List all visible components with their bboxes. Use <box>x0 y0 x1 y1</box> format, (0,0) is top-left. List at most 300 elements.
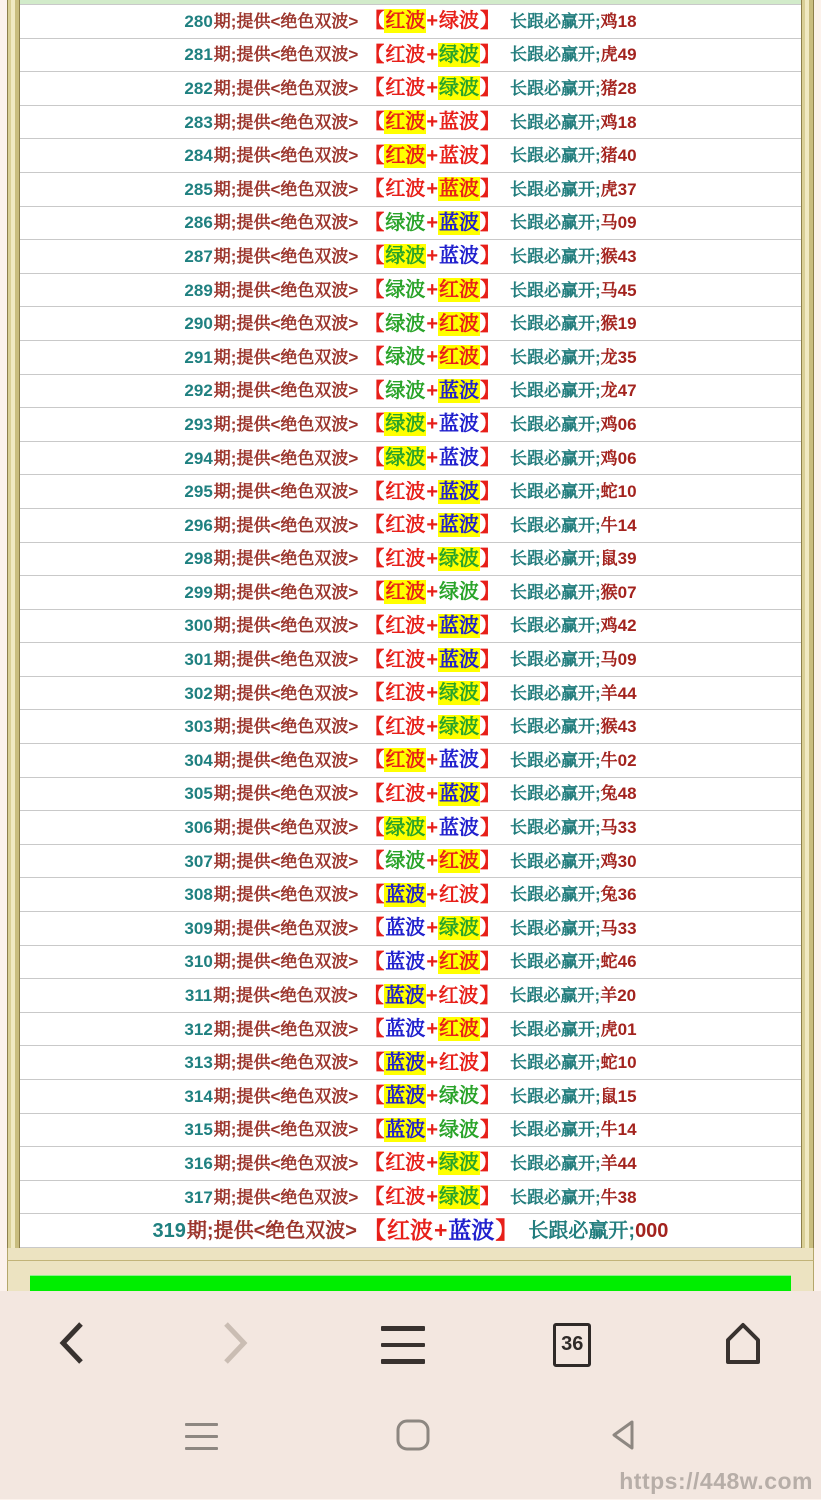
wave-pick: 红波 <box>439 950 479 973</box>
wave-pick: 蓝波 <box>439 648 479 671</box>
result-value: 虎49 <box>600 45 637 65</box>
bracket-open: 【 <box>364 1186 385 1209</box>
bracket-open: 【 <box>364 682 385 705</box>
wave-pick: 蓝波 <box>385 1051 426 1074</box>
provide-text: 期;提供<绝色双波> <box>213 1153 359 1173</box>
bracket-close: 】 <box>480 1186 500 1209</box>
plus-sign: + <box>426 1051 438 1074</box>
bracket-open: 【 <box>364 379 385 402</box>
table-row <box>20 710 801 744</box>
result-value: 000 <box>635 1219 669 1242</box>
table-row <box>20 912 801 946</box>
provide-text: 期;提供<绝色双波> <box>213 851 359 871</box>
provide-text: 期;提供<绝色双波> <box>213 784 359 804</box>
period-number: 314 <box>184 1086 213 1106</box>
plus-sign: + <box>426 782 438 805</box>
wave-pick: 蓝波 <box>439 749 479 772</box>
period-number: 289 <box>184 280 213 300</box>
period-number: 310 <box>184 952 213 972</box>
bracket-close: 】 <box>480 514 500 537</box>
bracket-open: 【 <box>364 1152 385 1175</box>
period-number: 313 <box>184 1053 213 1073</box>
android-back-button[interactable] <box>608 1418 636 1455</box>
result-value: 猴43 <box>600 246 637 266</box>
table-row <box>20 543 801 577</box>
bracket-close: 】 <box>480 111 500 134</box>
plus-sign: + <box>426 178 438 201</box>
result-value: 鸡42 <box>600 616 637 636</box>
plus-sign: + <box>426 413 438 436</box>
plus-sign: + <box>426 279 438 302</box>
period-number: 299 <box>184 582 213 602</box>
period-number: 302 <box>184 683 213 703</box>
wave-pick: 绿波 <box>439 682 479 705</box>
provide-text: 期;提供<绝色双波> <box>213 1086 359 1106</box>
plus-sign: + <box>426 1118 438 1141</box>
bracket-close: 】 <box>480 211 500 234</box>
period-number: 280 <box>184 11 213 31</box>
wave-pick: 蓝波 <box>439 782 479 805</box>
bracket-close: 】 <box>495 1217 519 1244</box>
provide-text: 期;提供<绝色双波> <box>213 582 359 602</box>
wave-pick: 红波 <box>438 984 479 1007</box>
win-text: 长跟必赢开; <box>510 750 601 770</box>
provide-text: 期;提供<绝色双波> <box>213 515 359 535</box>
win-text: 长跟必赢开; <box>510 45 601 65</box>
bracket-close: 】 <box>480 581 500 604</box>
period-number: 296 <box>184 515 213 535</box>
android-menu-button[interactable] <box>185 1423 218 1450</box>
wave-pick: 绿波 <box>385 211 426 234</box>
result-value: 羊44 <box>600 683 637 703</box>
result-value: 羊44 <box>600 1153 637 1173</box>
plus-sign: + <box>433 1217 448 1244</box>
period-number: 304 <box>184 750 213 770</box>
table-row <box>20 408 801 442</box>
result-value: 猴07 <box>600 582 637 602</box>
android-home-button[interactable] <box>396 1419 430 1454</box>
provide-text: 期;提供<绝色双波> <box>213 280 359 300</box>
menu-icon <box>381 1326 425 1364</box>
wave-pick: 蓝波 <box>439 447 479 470</box>
bracket-open: 【 <box>364 447 385 470</box>
wave-pick: 绿波 <box>439 581 479 604</box>
bracket-open: 【 <box>364 245 385 268</box>
plus-sign: + <box>426 648 438 671</box>
bracket-open: 【 <box>364 1018 385 1041</box>
period-number: 305 <box>184 784 213 804</box>
plus-sign: + <box>426 10 438 33</box>
bracket-close: 】 <box>480 950 500 973</box>
table-row <box>20 173 801 207</box>
bracket-open: 【 <box>364 648 385 671</box>
period-number: 312 <box>184 1019 213 1039</box>
provide-text: 期;提供<绝色双波> <box>213 750 359 770</box>
plus-sign: + <box>426 850 438 873</box>
bracket-close: 】 <box>480 614 500 637</box>
table-row <box>20 610 801 644</box>
provide-text: 期;提供<绝色双波> <box>213 918 359 938</box>
result-value: 鼠39 <box>600 549 637 569</box>
bracket-open: 【 <box>364 514 385 537</box>
menu-icon <box>185 1423 218 1450</box>
wave-pick: 红波 <box>385 682 426 705</box>
wave-pick: 绿波 <box>439 715 479 738</box>
table-row <box>20 845 801 879</box>
wave-pick: 蓝波 <box>384 984 425 1007</box>
result-value: 蛇46 <box>600 952 637 972</box>
bracket-close: 】 <box>480 1018 500 1041</box>
table-row <box>20 677 801 711</box>
provide-text: 期;提供<绝色双波> <box>213 717 359 737</box>
wave-pick: 蓝波 <box>439 514 479 537</box>
plus-sign: + <box>426 1186 438 1209</box>
win-text: 长跟必赢开; <box>510 314 601 334</box>
wave-pick: 蓝波 <box>439 816 479 839</box>
wave-pick: 蓝波 <box>439 379 479 402</box>
bracket-open: 【 <box>364 43 385 66</box>
plus-sign: + <box>426 715 438 738</box>
wave-pick: 绿波 <box>385 279 426 302</box>
wave-pick: 红波 <box>439 279 479 302</box>
provide-text: 期;提供<绝色双波> <box>213 347 359 367</box>
period-number: 282 <box>184 78 213 98</box>
provide-text: 期;提供<绝色双波> <box>213 213 359 233</box>
phone-bottom-area <box>0 1291 821 1499</box>
table-row <box>20 643 801 677</box>
plus-sign: + <box>426 581 438 604</box>
next-section-box <box>7 1261 814 1291</box>
wave-pick: 蓝波 <box>385 1018 426 1041</box>
wave-pick: 绿波 <box>385 413 426 436</box>
bracket-open: 【 <box>364 614 385 637</box>
provide-text: 期;提供<绝色双波> <box>213 381 359 401</box>
wave-pick: 红波 <box>385 581 426 604</box>
wave-pick: 蓝波 <box>448 1217 495 1244</box>
wave-pick: 红波 <box>385 480 426 503</box>
period-number: 298 <box>184 549 213 569</box>
plus-sign: + <box>426 447 438 470</box>
period-number: 295 <box>184 482 213 502</box>
wave-pick: 红波 <box>439 1051 479 1074</box>
wave-pick: 绿波 <box>439 77 479 100</box>
wave-pick: 绿波 <box>439 1118 479 1141</box>
plus-sign: + <box>426 1085 438 1108</box>
result-value: 蛇10 <box>600 482 637 502</box>
wave-pick: 红波 <box>439 1018 479 1041</box>
bracket-close: 】 <box>480 413 500 436</box>
win-text: 长跟必赢开; <box>510 1086 601 1106</box>
bracket-open: 【 <box>364 749 385 772</box>
bracket-close: 】 <box>480 1051 500 1074</box>
android-navigation-bar <box>0 1399 821 1475</box>
wave-pick: 红波 <box>385 144 426 167</box>
bracket-open: 【 <box>364 480 385 503</box>
win-text: 长跟必赢开; <box>510 582 601 602</box>
win-text: 长跟必赢开; <box>510 1019 601 1039</box>
wave-pick: 红波 <box>385 1152 426 1175</box>
browser-home-button[interactable] <box>720 1320 766 1369</box>
wave-pick: 蓝波 <box>385 950 426 973</box>
wave-pick: 蓝波 <box>439 178 479 201</box>
result-value: 猴19 <box>600 314 637 334</box>
win-text: 长跟必赢开; <box>510 1153 601 1173</box>
table-row <box>20 778 801 812</box>
table-row <box>20 576 801 610</box>
win-text: 长跟必赢开; <box>510 784 601 804</box>
period-number: 283 <box>184 112 213 132</box>
win-text: 长跟必赢开; <box>510 683 601 703</box>
bracket-open: 【 <box>364 346 385 369</box>
table-row <box>20 1013 801 1047</box>
bracket-close: 】 <box>480 883 500 906</box>
table-row <box>20 509 801 543</box>
provide-text: 期;提供<绝色双波> <box>213 549 359 569</box>
wave-pick: 绿波 <box>385 850 426 873</box>
bracket-open: 【 <box>364 111 385 134</box>
right-border-decoration <box>801 0 814 1248</box>
table-row <box>20 274 801 308</box>
wave-pick: 绿波 <box>385 447 426 470</box>
win-text: 长跟必赢开; <box>510 112 601 132</box>
bracket-close: 】 <box>480 682 500 705</box>
bracket-close: 】 <box>480 816 500 839</box>
wave-pick: 绿波 <box>385 245 426 268</box>
win-text: 长跟必赢开; <box>510 246 601 266</box>
bracket-close: 】 <box>480 648 500 671</box>
box-divider <box>7 1248 814 1261</box>
bracket-close: 】 <box>480 447 500 470</box>
bracket-open: 【 <box>364 917 385 940</box>
provide-text: 期;提供<绝色双波> <box>213 146 359 166</box>
win-text: 长跟必赢开; <box>510 918 601 938</box>
wave-pick: 红波 <box>385 614 426 637</box>
table-row <box>20 207 801 241</box>
prediction-table-box <box>7 0 814 1248</box>
provide-text: 期;提供<绝色双波> <box>213 246 359 266</box>
result-value: 马33 <box>600 918 637 938</box>
period-number: 293 <box>184 414 213 434</box>
plus-sign: + <box>426 111 438 134</box>
table-row <box>20 307 801 341</box>
wave-pick: 红波 <box>385 514 426 537</box>
wave-pick: 红波 <box>385 749 426 772</box>
win-text: 长跟必赢开; <box>510 11 601 31</box>
result-value: 羊20 <box>600 986 637 1006</box>
plus-sign: + <box>426 379 438 402</box>
wave-pick: 红波 <box>439 346 479 369</box>
home-icon <box>720 1320 766 1369</box>
period-number: 294 <box>184 448 213 468</box>
plus-sign: + <box>426 883 438 906</box>
bracket-open: 【 <box>364 1118 385 1141</box>
plus-sign: + <box>426 1152 438 1175</box>
wave-pick: 蓝波 <box>385 1085 426 1108</box>
plus-sign: + <box>426 547 438 570</box>
win-text: 长跟必赢开; <box>510 146 601 166</box>
period-number: 284 <box>184 146 213 166</box>
table-row <box>20 811 801 845</box>
result-value: 牛14 <box>600 1120 637 1140</box>
win-text: 长跟必赢开; <box>510 280 601 300</box>
table-row <box>20 1080 801 1114</box>
win-text: 长跟必赢开; <box>510 549 601 569</box>
win-text: 长跟必赢开; <box>528 1219 636 1242</box>
period-number: 306 <box>184 818 213 838</box>
result-value: 猪40 <box>600 146 637 166</box>
wave-pick: 绿波 <box>385 379 426 402</box>
bracket-close: 】 <box>480 178 500 201</box>
table-row <box>20 1147 801 1181</box>
win-text: 长跟必赢开; <box>510 213 601 233</box>
plus-sign: + <box>426 144 438 167</box>
bracket-close: 】 <box>480 77 500 100</box>
wave-pick: 红波 <box>385 547 426 570</box>
browser-forward-button[interactable] <box>218 1320 252 1369</box>
bracket-open: 【 <box>364 715 385 738</box>
bracket-close: 】 <box>480 312 500 335</box>
wave-pick: 红波 <box>385 178 426 201</box>
period-number: 301 <box>184 650 213 670</box>
win-text: 长跟必赢开; <box>510 1120 601 1140</box>
wave-pick: 红波 <box>385 782 426 805</box>
provide-text: 期;提供<绝色双波> <box>213 78 359 98</box>
bracket-open: 【 <box>364 950 385 973</box>
bracket-close: 】 <box>480 379 500 402</box>
result-value: 鸡18 <box>600 112 637 132</box>
win-text: 长跟必赢开; <box>510 1187 601 1207</box>
plus-sign: + <box>426 816 438 839</box>
wave-pick: 蓝波 <box>385 883 426 906</box>
table-row <box>20 1214 801 1248</box>
table-row <box>20 139 801 173</box>
wave-pick: 蓝波 <box>385 917 426 940</box>
wave-pick: 绿波 <box>439 917 479 940</box>
period-number: 287 <box>184 246 213 266</box>
bracket-open: 【 <box>364 178 385 201</box>
bracket-close: 】 <box>479 984 500 1007</box>
provide-text: 期;提供<绝色双波> <box>213 1019 359 1039</box>
result-value: 虎37 <box>600 179 637 199</box>
period-number: 319 <box>152 1219 186 1242</box>
bracket-open: 【 <box>364 144 385 167</box>
table-row <box>20 375 801 409</box>
bracket-open: 【 <box>364 1051 385 1074</box>
period-number: 317 <box>184 1187 213 1207</box>
bracket-open: 【 <box>364 279 385 302</box>
result-value: 兔48 <box>600 784 637 804</box>
win-text: 长跟必赢开; <box>510 717 601 737</box>
bracket-open: 【 <box>364 816 385 839</box>
bracket-close: 】 <box>480 480 500 503</box>
bracket-open: 【 <box>363 984 384 1007</box>
bracket-close: 】 <box>480 144 500 167</box>
win-text: 长跟必赢开; <box>509 986 601 1006</box>
bracket-close: 】 <box>480 749 500 772</box>
table-row <box>20 1181 801 1215</box>
plus-sign: + <box>426 346 438 369</box>
period-number: 300 <box>184 616 213 636</box>
wave-pick: 蓝波 <box>439 111 479 134</box>
plus-sign: + <box>426 514 438 537</box>
browser-back-button[interactable] <box>55 1320 89 1369</box>
wave-pick: 绿波 <box>439 1085 479 1108</box>
wave-pick: 绿波 <box>439 1152 479 1175</box>
provide-text: 期;提供<绝色双波> <box>213 818 359 838</box>
wave-pick: 绿波 <box>385 312 426 335</box>
bracket-close: 】 <box>480 1118 500 1141</box>
result-value: 鸡06 <box>600 414 637 434</box>
period-number: 290 <box>184 314 213 334</box>
bracket-close: 】 <box>480 245 500 268</box>
tab-count-button[interactable] <box>553 1323 591 1367</box>
table-row <box>20 442 801 476</box>
bracket-open: 【 <box>364 77 385 100</box>
win-text: 长跟必赢开; <box>510 616 601 636</box>
provide-text: 期;提供<绝色双波> <box>213 885 359 905</box>
plus-sign: + <box>426 77 438 100</box>
win-text: 长跟必赢开; <box>510 818 601 838</box>
bracket-close: 】 <box>480 1085 500 1108</box>
wave-pick: 蓝波 <box>439 413 479 436</box>
wave-pick: 蓝波 <box>439 614 479 637</box>
bracket-close: 】 <box>480 715 500 738</box>
wave-pick: 绿波 <box>385 816 426 839</box>
bracket-open: 【 <box>364 782 385 805</box>
result-value: 鸡30 <box>600 851 637 871</box>
provide-text: 期;提供<绝色双波> <box>213 650 359 670</box>
wave-pick: 红波 <box>385 648 426 671</box>
provide-text: 期;提供<绝色双波> <box>213 1187 359 1207</box>
result-value: 虎01 <box>600 1019 637 1039</box>
result-value: 马33 <box>600 818 637 838</box>
table-row <box>20 72 801 106</box>
plus-sign: + <box>425 984 438 1007</box>
plus-sign: + <box>426 950 438 973</box>
bracket-close: 】 <box>480 10 500 33</box>
plus-sign: + <box>426 917 438 940</box>
period-number: 308 <box>184 885 213 905</box>
browser-menu-button[interactable] <box>381 1326 425 1364</box>
result-value: 龙35 <box>600 347 637 367</box>
wave-pick: 红波 <box>386 1217 433 1244</box>
wave-pick: 红波 <box>385 10 426 33</box>
win-text: 长跟必赢开; <box>510 952 601 972</box>
table-row <box>20 744 801 778</box>
bracket-close: 】 <box>480 917 500 940</box>
back-icon <box>55 1320 89 1369</box>
plus-sign: + <box>426 312 438 335</box>
bracket-open: 【 <box>364 850 385 873</box>
table-row <box>20 240 801 274</box>
plus-sign: + <box>426 1018 438 1041</box>
provide-text: 期;提供<绝色双波> <box>213 179 359 199</box>
bracket-open: 【 <box>364 581 385 604</box>
bracket-close: 】 <box>480 1152 500 1175</box>
wave-pick: 蓝波 <box>439 211 479 234</box>
bracket-close: 】 <box>480 43 500 66</box>
win-text: 长跟必赢开; <box>510 78 601 98</box>
bracket-open: 【 <box>364 413 385 436</box>
result-value: 鼠15 <box>600 1086 637 1106</box>
result-value: 鸡06 <box>600 448 637 468</box>
table-row <box>20 1114 801 1148</box>
table-row <box>20 1046 801 1080</box>
table-row <box>20 979 801 1013</box>
result-value: 龙47 <box>600 381 637 401</box>
provide-text: 期;提供<绝色双波> <box>213 1053 359 1073</box>
wave-pick: 红波 <box>385 111 426 134</box>
